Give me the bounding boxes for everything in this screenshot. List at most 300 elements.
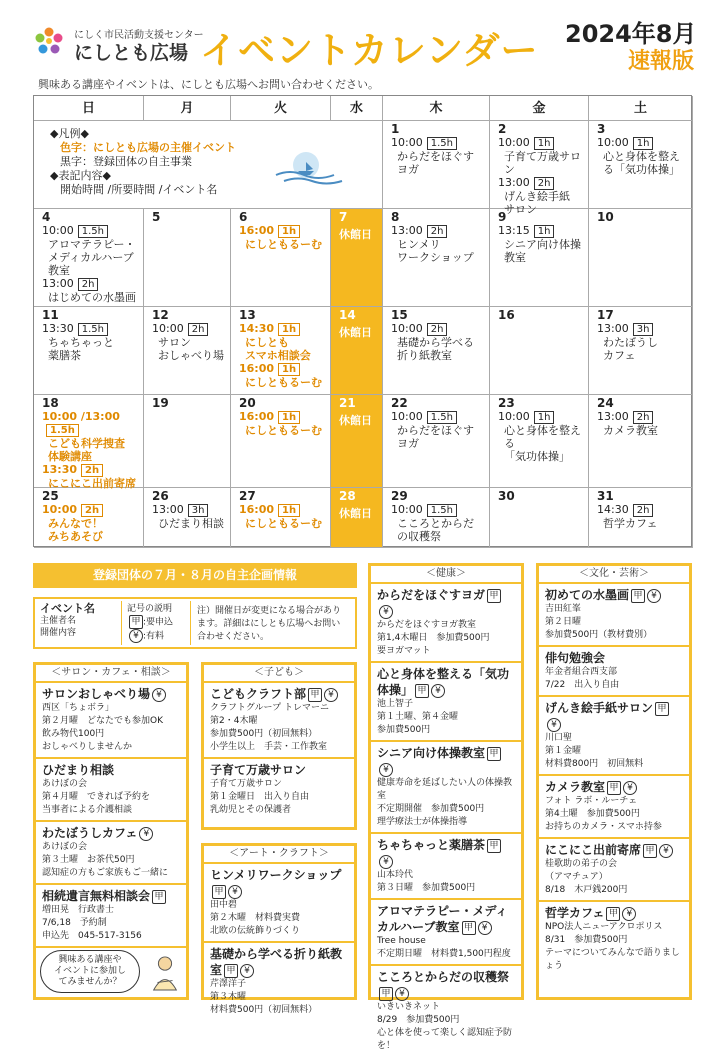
apply-icon: 甲 [655,702,669,716]
group-item [539,647,689,697]
group-item [539,776,689,839]
event-time [42,277,143,291]
event-start-time: 16:00 [239,362,275,375]
group-item [36,683,186,759]
event-start-time: 13:00 [498,176,530,189]
group-title: こどもクラフト部 [210,687,307,701]
event-name: にこにこ出前寄席 [48,477,136,490]
apply-icon: 甲 [643,844,657,858]
day-cell-13 [231,307,331,395]
day-cell-5 [144,209,231,307]
group-name [210,762,348,778]
event-name: わたぼうし [603,336,658,349]
group-detail: 健康寿命を延ばしたい人の体操教室 [377,778,513,801]
event-time [42,503,143,517]
duration-badge: 2h [427,323,448,336]
event-time [597,322,692,336]
day-number: 16 [498,308,515,322]
closed-label: 休館日 [339,326,372,339]
group-item [36,759,186,822]
group-item [204,759,354,820]
duration-badge: 2h [427,225,448,238]
day-number: 23 [498,396,515,410]
event-time [42,322,143,336]
weekday-header: 日 [34,96,144,121]
apply-icon: 甲 [607,781,621,795]
group-title: からだをほぐすヨガ [377,588,486,602]
group-detail: 7/22 出入り自由 [545,680,620,690]
yen-icon: ¥ [395,987,409,1001]
invite-line: てみませんか？ [58,977,122,987]
intro-text: 興味ある講座やイベントは、にしとも広場へお問い合わせください。 [38,78,379,91]
event-name: おしゃべり場 [158,349,224,362]
day-cell-19 [144,395,231,488]
duration-badge: 2h [188,323,209,336]
event-start-time: 10:00 [498,410,530,423]
group-title: 初めての水墨画 [545,588,630,602]
group-item [539,584,689,647]
day-number: 12 [152,308,169,322]
legend-black-note: 黒字：登録団体の自主事業 [60,155,192,168]
event-start-time: 13:30 [42,463,78,476]
duration-badge: 1.5h [78,323,108,336]
group-detail: 第３木曜 [210,992,247,1002]
apply-icon: 甲 [152,890,166,904]
day-cell-7 [331,209,383,307]
group-item [371,584,521,663]
group-detail: 不定期開催 参加費500円 [377,804,485,814]
event-start-time: 13:00 [42,277,74,290]
key-line1: 主催者名 [40,616,77,626]
day-cell-29 [383,488,490,548]
event-time [239,410,330,424]
event-name: ちゃちゃっと [48,336,114,349]
group-detail: 第２月曜 どなたでも参加OK [42,716,163,726]
duration-badge: 1h [278,323,300,336]
yen-icon: ¥ [379,855,393,869]
event-time [498,410,588,424]
event-time [239,224,330,238]
apply-icon: 甲 [415,684,429,698]
group-detail: 桂歌助の弟子の会 [545,859,618,869]
yen-icon: ¥ [623,781,637,795]
duration-badge: 1h [534,137,555,150]
group-item [371,966,521,1056]
day-cell-16 [490,307,589,395]
event-time [42,463,143,477]
apply-icon: 甲 [487,589,501,603]
group-detail: あけぼの会 [42,779,88,789]
group-detail: 芹澤洋子 [210,979,247,989]
apply-icon: 甲 [129,615,143,629]
day-cell-8 [383,209,490,307]
group-detail: フォト ラボ・ルーチェ [545,796,638,806]
event-start-time: 13:00 [391,224,423,237]
event-name: シニア向け体操 [504,238,581,251]
group-detail: からだをほぐすヨガ教室 [377,620,477,630]
closed-label: 休館日 [339,228,372,241]
group-detail: 小学生以上 手芸・工作教室 [210,742,328,752]
day-number: 7 [339,210,348,224]
invite-line: 興味ある講座や [58,955,122,965]
group-item [539,902,689,976]
day-number: 22 [391,396,408,410]
duration-badge: 2h [534,177,555,190]
group-name [210,867,348,899]
event-start-time: 16:00 [239,410,275,423]
legend-key-box [33,597,357,649]
day-cell-21 [331,395,383,488]
group-detail: 申込先 045-517-3156 [42,931,142,941]
day-cell-15 [383,307,490,395]
group-detail: 第３土曜 お茶代50円 [42,855,135,865]
event-name: 「気功体操」 [504,450,570,463]
event-name: カフェ [603,349,636,362]
group-name [377,666,515,698]
day-number: 17 [597,308,614,322]
group-title: にこにこ出前寄席 [545,843,642,857]
flash-edition: 速報版 [628,49,695,74]
event-name: サロン [504,203,537,216]
group-detail: 年金者組合西支部 [545,667,618,677]
event-time [597,410,692,424]
group-detail: お持ちのカメラ・スマホ持参 [545,822,662,832]
group-detail: クラフトグループ トレマーニ [210,703,329,713]
group-name [545,779,683,795]
duration-badge: 1.5h [78,225,108,238]
apply-icon: 甲 [487,839,501,853]
group-detail: 乳幼児とその保護者 [210,805,292,815]
event-time [391,410,489,424]
event-start-time: 10:00 [391,503,423,516]
duration-badge: 2h [633,504,654,517]
group-detail: 飲み物代100円 [42,729,105,739]
symbol-paid: :有料 [143,631,165,642]
yen-icon: ¥ [324,688,338,702]
yen-icon: ¥ [622,907,636,921]
event-name: アロマテラピー・ [48,238,136,251]
group-name [377,837,515,869]
event-start-time: 10:00 [498,136,530,149]
invite-line: イベントに参加し [53,966,126,976]
event-name: ワークショップ [397,251,474,264]
apply-icon: 甲 [212,885,226,899]
legend-format-heading: ◆表記内容◆ [50,169,111,182]
day-number: 21 [339,396,356,410]
group-detail: 池上智子 [377,699,414,709]
day-number: 14 [339,308,356,322]
day-cell-31 [589,488,693,548]
invite-bubble [40,950,140,993]
key-line2: 開催内容 [40,628,77,638]
day-number: 25 [42,489,59,503]
group-detail: 第１土曜、第４金曜 [377,712,459,722]
group-title: ヒンメリワークショップ [210,868,342,882]
event-start-time: 13:15 [498,224,530,237]
event-name: こころとからだ [397,517,474,530]
day-cell-18 [34,395,144,488]
group-detail: 第２木曜 材料費実費 [210,913,301,923]
wave-illustration-icon [270,151,350,185]
group-detail: 8/29 参加費500円 [377,1015,460,1025]
event-name: からだをほぐす [397,424,474,437]
day-number: 10 [597,210,614,224]
day-cell-27 [231,488,331,548]
duration-badge: 1h [278,225,300,238]
group-detail: 第4土曜 参加費500円 [545,809,640,819]
day-cell-1 [383,121,490,209]
yen-icon: ¥ [379,605,393,619]
event-name: にしとも [245,336,289,349]
duration-badge: 2h [81,504,103,517]
day-cell-26 [144,488,231,548]
day-cell-3 [589,121,693,209]
day-cell-11 [34,307,144,395]
legend-format: 開始時間 /所要時間 /イベント名 [60,183,218,196]
closed-label: 休館日 [339,507,372,520]
event-name: スマホ相談会 [245,349,311,362]
group-name [545,700,683,732]
day-number: 13 [239,308,256,322]
day-number: 27 [239,489,256,503]
day-number: 3 [597,122,606,136]
group-detail: テーマについてみんなで語りましょう [545,948,680,971]
event-time [391,136,489,150]
event-start-time: 16:00 [239,224,275,237]
day-number: 31 [597,489,614,503]
group-title: シニア向け体操教室 [377,746,486,760]
yen-icon: ¥ [659,844,673,858]
event-name: はじめての水墨画 [48,291,136,304]
group-detail: 認知症の方もご家族もご一緒に [42,868,169,878]
event-name: げんき絵手紙 [504,190,570,203]
group-name [377,745,515,777]
event-name: こども科学捜査 [48,437,125,450]
yen-icon: ¥ [647,589,661,603]
group-detail: 参加費500円（教材費別） [545,630,653,640]
event-time [239,503,330,517]
flower-logo-icon [34,26,64,56]
duration-badge: 1.5h [427,137,457,150]
apply-icon: 甲 [631,589,645,603]
group-detail: 子育て万歳サロン [210,779,283,789]
day-cell-30 [490,488,589,548]
day-number: 2 [498,122,507,136]
group-name [377,969,515,1001]
group-detail: 川口聖 [545,733,573,743]
group-detail: 理学療法士が体操指導 [377,817,468,827]
section-heading: ＜子ども＞ [204,665,354,683]
group-detail: おしゃべりしませんか [42,742,133,752]
event-start-time: 14:30 [597,503,629,516]
day-number: 9 [498,210,507,224]
weekday-header: 月 [144,96,231,121]
group-title: サロンおしゃべり場 [42,687,151,701]
event-start-time: 10:00 [42,224,74,237]
event-start-time: 13:00 [597,322,629,335]
event-start-time: 14:30 [239,322,275,335]
event-name: 哲学カフェ [603,517,658,530]
legend-color-note: 色字：にしとも広場の主催イベント [60,141,236,154]
day-cell-12 [144,307,231,395]
group-title: 俳句勉強会 [545,651,606,665]
event-time [498,224,588,238]
group-item [204,943,354,1020]
group-name [210,686,348,702]
day-number: 15 [391,308,408,322]
group-title: カメラ教室 [545,780,606,794]
group-item [371,900,521,966]
event-time [42,410,143,437]
yen-icon: ¥ [152,688,166,702]
group-detail: Tree house [377,936,426,946]
group-detail: 増田晃 行政書士 [42,905,115,915]
year-month: 2024年8月 [565,20,697,48]
duration-badge: 1h [278,504,300,517]
event-name: 薬膳茶 [48,349,81,362]
day-cell-28 [331,488,383,548]
day-number: 26 [152,489,169,503]
yen-icon: ¥ [379,763,393,777]
event-start-time: 13:00 [152,503,184,516]
yen-icon: ¥ [547,718,561,732]
group-detail: 第２日曜 [545,617,582,627]
group-name [42,686,180,702]
event-name: る「気功体操」 [603,163,680,176]
event-time [498,176,588,190]
yen-icon: ¥ [431,684,445,698]
weekday-header: 火 [231,96,331,121]
group-detail: 参加費500円 [377,725,431,735]
group-title: ちゃちゃっと薬膳茶 [377,838,486,852]
duration-badge: 3h [633,323,654,336]
duration-badge: 1h [278,411,300,424]
apply-icon: 甲 [462,921,476,935]
group-name [545,905,683,921]
event-time [391,322,489,336]
group-title: わたぼうしカフェ [42,826,138,840]
section-heading: ＜サロン・カフェ・相談＞ [36,665,186,683]
group-detail: 第１金曜 [545,746,582,756]
group-title: こころとからだの収穫祭 [377,970,510,984]
group-item [36,885,186,948]
change-note: 注）開催日が変更になる場合があります。詳細はにしとも広場へお問い合わせください。 [197,606,342,642]
group-detail: 8/31 参加費500円 [545,935,628,945]
symbol-apply: :要申込 [143,617,174,628]
event-name: 教室 [48,264,70,277]
event-name: 教室 [504,251,526,264]
group-detail: 8/18 木戸銭200円 [545,885,628,895]
day-number: 30 [498,489,515,503]
group-detail: 第1,4木曜日 参加費500円 [377,633,490,643]
day-cell-17 [589,307,693,395]
event-name: 子育て万歳サロン [504,150,581,176]
duration-badge: 1.5h [427,504,457,517]
legend-cell [34,121,383,209]
group-title: 心と身体を整える「気功体操」 [377,667,510,697]
event-name: の収穫祭 [397,530,441,543]
symbol-heading: 記号の説明 [127,604,173,614]
group-title: ひだまり相談 [42,763,115,777]
day-cell-6 [231,209,331,307]
day-number: 19 [152,396,169,410]
event-name: サロン [158,336,191,349]
group-name [377,587,515,619]
page-title: イベントカレンダー [200,29,539,72]
health-box [368,563,524,1051]
event-start-time: 13:30 [42,322,74,335]
event-name: 心と身体を整え [603,150,680,163]
day-number: 4 [42,210,51,224]
event-name: 基礎から学べる [397,336,474,349]
day-number: 20 [239,396,256,410]
weekday-header: 水 [331,96,383,121]
group-detail: 第４月曜 できれば予約を [42,792,151,802]
day-number: 6 [239,210,248,224]
group-item [539,839,689,902]
info-banner: 登録団体の７月・８月の自主企画情報 [33,563,357,588]
art-box [201,843,357,1015]
apply-icon: 甲 [379,987,393,1001]
group-detail: （アマチュア） [545,872,608,882]
day-number: 1 [391,122,400,136]
duration-badge: 1.5h [46,424,79,437]
group-detail: 要ヨガマット [377,646,431,656]
kids-box [201,662,357,830]
weekday-header: 木 [383,96,490,121]
group-detail: 材料費500円（初回無料） [210,1005,318,1015]
group-detail: あけぼの会 [42,842,88,852]
duration-badge: 3h [188,504,209,517]
group-title: アロマテラピー・メディカルハーブ教室 [377,904,508,934]
day-cell-14 [331,307,383,395]
group-detail: 不定期日曜 材料費1,500円程度 [377,949,511,959]
event-start-time: 10:00 /13:00 [42,410,120,423]
group-title: 哲学カフェ [545,906,605,920]
day-cell-9 [490,209,589,307]
event-start-time: 13:00 [597,410,629,423]
calendar [33,95,692,547]
weekday-header: 土 [589,96,693,121]
day-cell-22 [383,395,490,488]
salon-box [33,662,189,1000]
group-detail: 山本玲代 [377,870,414,880]
yen-icon: ¥ [478,921,492,935]
apply-icon: 甲 [224,964,238,978]
group-title: 子育て万歳サロン [210,763,307,777]
group-item [36,822,186,885]
event-time [597,136,692,150]
duration-badge: 1.5h [427,411,457,424]
event-time [152,322,230,336]
day-number: 28 [339,489,356,503]
day-cell-4 [34,209,144,307]
event-name: 折り紙教室 [397,349,452,362]
yen-icon: ¥ [139,827,153,841]
event-time [391,503,489,517]
event-name: ヒンメリ [397,238,441,251]
header [0,0,724,80]
group-detail: 第１金曜日 出入り自由 [210,792,310,802]
org-subtitle: にしく市民活動支援センター [74,30,204,41]
day-cell-24 [589,395,693,488]
group-name [545,650,683,666]
event-name: ヨガ [397,163,419,176]
duration-badge: 1h [534,225,555,238]
event-name: 体験講座 [48,450,92,463]
closed-label: 休館日 [339,414,372,427]
apply-icon: 甲 [606,907,620,921]
